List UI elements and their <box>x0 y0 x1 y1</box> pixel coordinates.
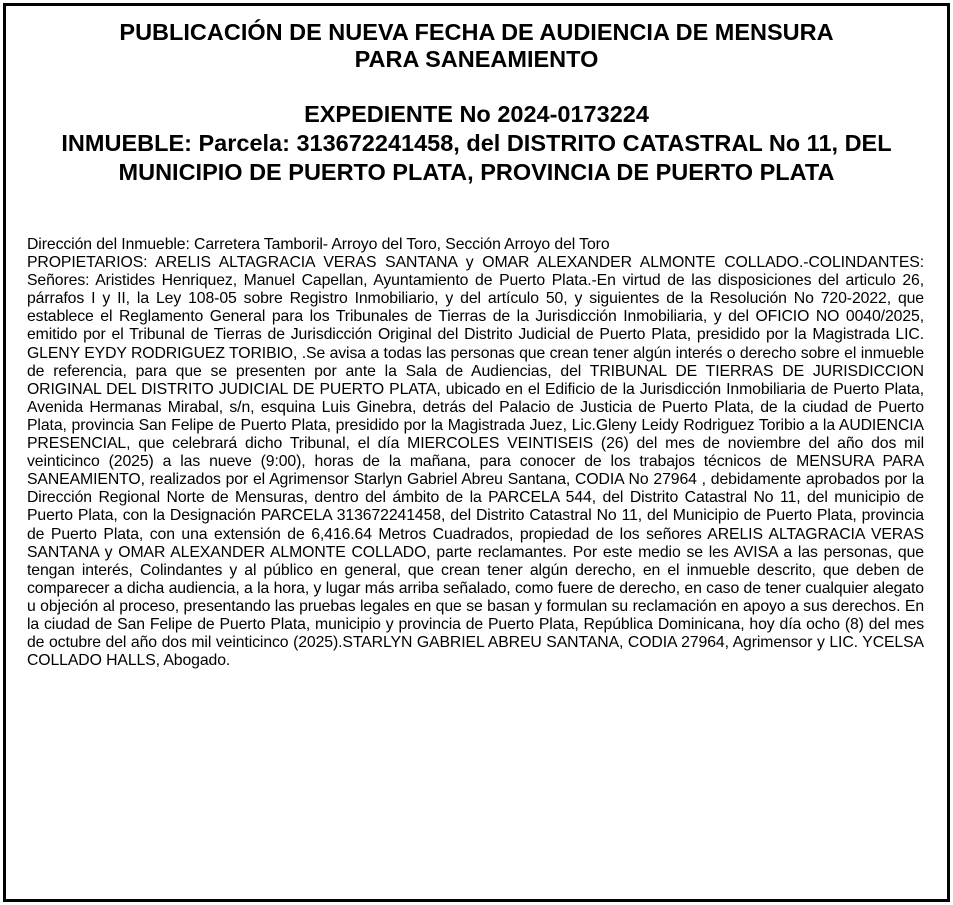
notice-body <box>27 236 924 670</box>
spacer <box>6 73 947 100</box>
direccion-line: Dirección del Inmueble: Carretera Tamboril- Arroyo del Toro, Sección Arroyo del Toro <box>27 236 610 253</box>
legal-notice <box>3 3 950 902</box>
title-line-1: PUBLICACIÓN DE NUEVA FECHA DE AUDIENCIA DE MENSURA <box>119 19 834 45</box>
title-line-2: PARA SANEAMIENTO <box>354 46 599 72</box>
notice-title <box>6 19 947 73</box>
expediente-number: EXPEDIENTE No 2024-0173224 <box>304 101 649 127</box>
inmueble-heading: INMUEBLE: Parcela: 313672241458, del DISTRITO CATASTRAL No 11, DEL MUNICIPIO DE PUERTO PLATA, PROVINCIA DE PUERTO PLATA <box>61 130 892 185</box>
body-paragraph: PROPIETARIOS: ARELIS ALTAGRACIA VERAS SANTANA y OMAR ALEXANDER ALMONTE COLLADO.-COLINDANTES: Señores: Aristides Henriquez, Manuel Capellan, Ayuntamiento de Puerto Plata.-En virtud de las disposiciones del articulo 26, párrafos I y II, la Ley 108-05 sobre Registro Inmobiliario, y del artículo 50, y siguientes de la Resolución No 720-2022, que establece el Reglamento General para los Tribunales de Tierras de la Jurisdicción Inmobiliaria, y del OFICIO NO 0040/2025, emitido por el Tribunal de Tierras de Jurisdicción Original del Distrito Judicial de Puerto Plata, presidido por la Magistrada LIC. GLENY EYDY RODRIGUEZ TORIBIO, .Se avisa a todas las personas que crean tener algún interés o derecho sobre el inmueble de referencia, para que se presenten por ante la Sala de Audiencias, del TRIBUNAL DE TIERRAS DE JURISDICCION ORIGINAL DEL DISTRITO JUDICIAL DE PUERTO PLATA, ubicado en el Edificio de la Jurisdicción Inmobiliaria de Puerto Plata, Avenida Hermanas Mirabal, s/n, esquina Luis Ginebra, detrás del Palacio de Justicia de Puerto Plata, de la ciudad de Puerto Plata, provincia San Felipe de Puerto Plata, presidido por la Magistrada Juez, Lic.Gleny Leidy Rodriguez Toribio a la AUDIENCIA PRESENCIAL, que celebrará dicho Tribunal, el día MIERCOLES VEINTISEIS (26) del mes de noviembre del año dos mil veinticinco (2025) a las nueve (9:00), horas de la mañana, para conocer de los trabajos técnicos de MENSURA PARA SANEAMIENTO, realizados por el Agrimensor Starlyn Gabriel Abreu Santana, CODIA No 27964 , debidamente aprobados por la Dirección Regional Norte de Mensuras, dentro del ámbito de la PARCELA 544, del Distrito Catastral No 11, del municipio de Puerto Plata, con la Designación PARCELA 313672241458, del Distrito Catastral No 11, del Municipio de Puerto Plata, provincia de Puerto Plata, con una extensión de 6,416.64 Metros Cuadrados, propiedad de los señores ARELIS ALTAGRACIA VERAS SANTANA y OMAR ALEXANDER ALMONTE COLLADO, parte reclamantes. Por este medio se les AVISA a las personas, que tengan interés, Colindantes y al público en general, que crean tener algún derecho, en el inmueble descrito, que deben de comparecer a dicha audiencia, a la hora, y lugar más arriba señalado, como fuere de derecho, en caso de tener cualquier alegato u objeción al proceso, presentando las pruebas legales en que se basan y formulan su reclamación en apoyo a sus derechos. En la ciudad de San Felipe de Puerto Plata, municipio y provincia de Puerto Plata, República Dominicana, hoy día ocho (8) del mes de octubre del año dos mil veinticinco (2025).STARLYN GABRIEL ABREU SANTANA, CODIA 27964, Agrimensor y LIC. YCELSA COLLADO HALLS, Abogado. <box>27 254 924 670</box>
